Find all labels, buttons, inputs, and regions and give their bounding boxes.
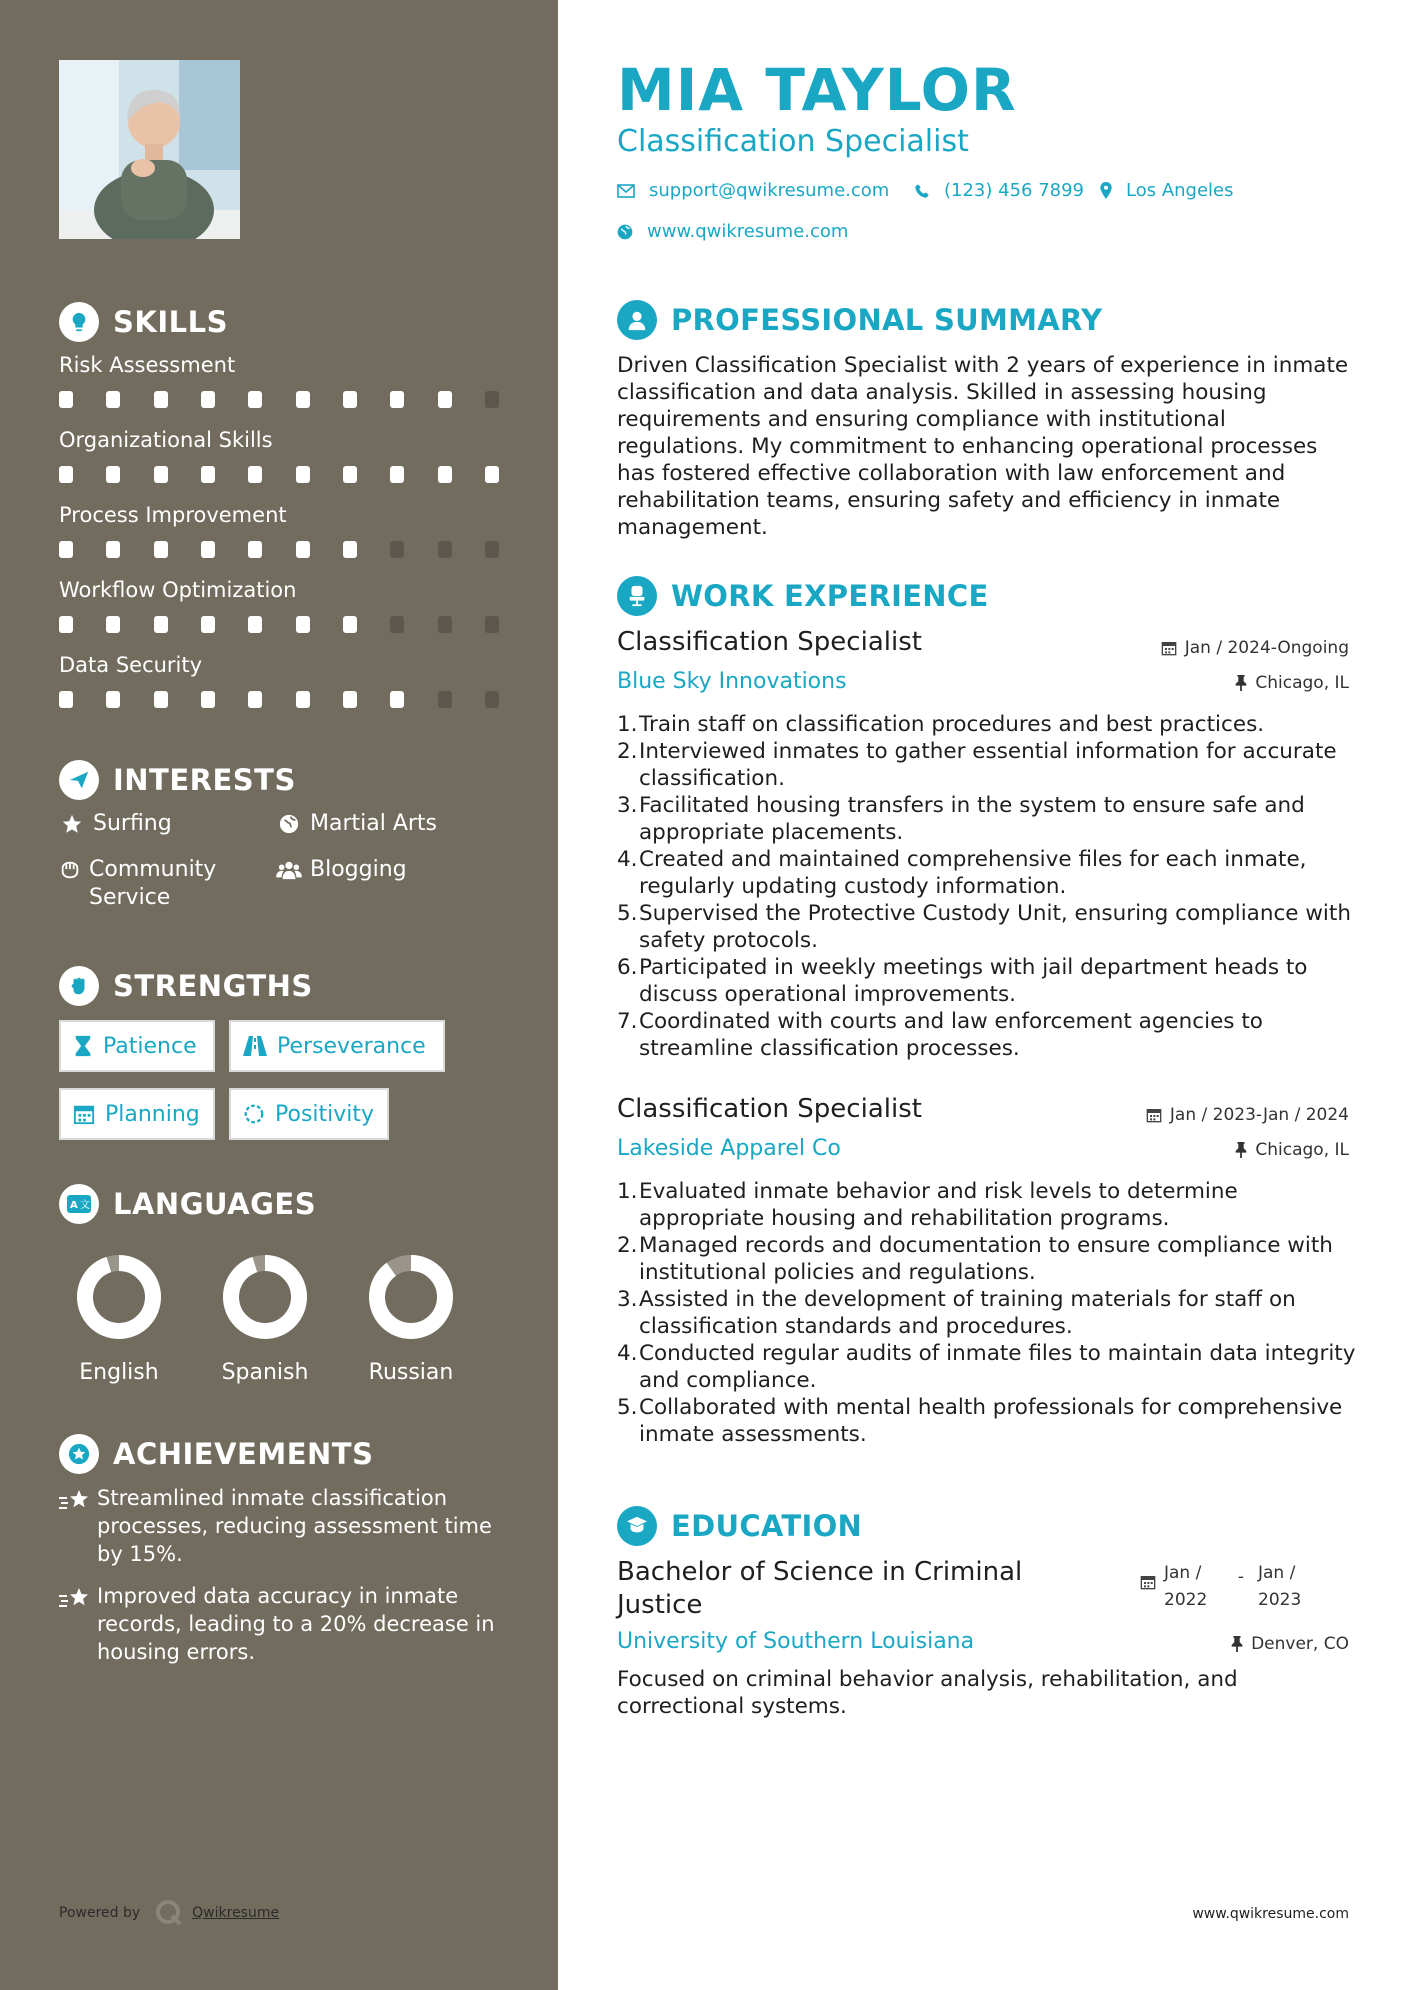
- duty-text: Coordinated with courts and law enforcement agencies to streamline classification processes.: [639, 1009, 1263, 1061]
- job-title: Classification Specialist: [617, 627, 922, 657]
- skill-dot: [343, 391, 357, 408]
- skill-rating: [59, 466, 499, 483]
- skill-dot: [390, 391, 404, 408]
- hourglass-icon: [73, 1035, 93, 1057]
- skills-heading: [59, 302, 228, 342]
- education-heading: [617, 1506, 862, 1546]
- language-ring-fill: [231, 1263, 299, 1331]
- education-start: Jan / 2022: [1164, 1563, 1208, 1610]
- job-title: Classification Specialist: [617, 1094, 922, 1124]
- summary-title: PROFESSIONAL SUMMARY: [671, 303, 1103, 337]
- degree-name: Bachelor of Science in Criminal Justice: [617, 1557, 1023, 1620]
- languages-title: LANGUAGES: [113, 1187, 317, 1221]
- skill-dot: [485, 616, 499, 633]
- language-item: [351, 1252, 471, 1385]
- fist-icon: [59, 966, 99, 1006]
- pushpin-icon: [1235, 675, 1247, 691]
- strength-tag: Patience: [59, 1020, 215, 1072]
- skill-name: Data Security: [59, 653, 203, 677]
- duty-number: 5.: [617, 901, 638, 926]
- skill-dot: [296, 466, 310, 483]
- skill-dot: [296, 541, 310, 558]
- duty-number: 3.: [617, 1287, 638, 1312]
- skill-dot: [438, 391, 452, 408]
- hands-icon: [59, 856, 81, 881]
- translate-icon: [59, 1184, 99, 1224]
- skill-dot: [154, 541, 168, 558]
- company-name: Lakeside Apparel Co: [617, 1136, 841, 1161]
- company-name: Blue Sky Innovations: [617, 669, 847, 694]
- skills-title: SKILLS: [113, 305, 228, 339]
- skill-dot: [59, 391, 73, 408]
- skill-dot: [296, 391, 310, 408]
- duty-text: Created and maintained comprehensive files for each inmate, regularly updating custody information.: [639, 847, 1307, 899]
- paper-plane-icon: [59, 760, 99, 800]
- globe-icon: [276, 810, 302, 835]
- duty-item: [617, 792, 1357, 846]
- achievements-heading: [59, 1434, 373, 1474]
- skill-name: Organizational Skills: [59, 428, 273, 452]
- languages-heading: [59, 1184, 316, 1224]
- road-icon: [243, 1035, 267, 1057]
- achievement-item: Streamlined inmate classification processes, reducing assessment time by 15%.: [59, 1484, 499, 1568]
- graduate-icon: [617, 1506, 657, 1546]
- skill-dot: [343, 466, 357, 483]
- phone-icon: [914, 183, 930, 199]
- duty-number: 3.: [617, 793, 638, 818]
- skill-dot: [106, 691, 120, 708]
- calendar-icon: [73, 1103, 95, 1125]
- shooting-star-icon: [59, 1582, 97, 1666]
- interest-item: Martial Arts: [276, 810, 437, 838]
- skill-dot: [201, 391, 215, 408]
- contact-website[interactable]: www.qwikresume.com: [617, 221, 848, 242]
- skill-dot: [248, 541, 262, 558]
- language-ring: [366, 1252, 456, 1342]
- duty-text: Interviewed inmates to gather essential information for accurate classification.: [639, 739, 1337, 791]
- powered-by: Powered by Qwikresume: [59, 1898, 279, 1928]
- language-ring-fill: [377, 1263, 445, 1331]
- skill-dot: [106, 466, 120, 483]
- skill-dot: [485, 391, 499, 408]
- skill-name: Risk Assessment: [59, 353, 236, 377]
- language-name: English: [79, 1360, 159, 1385]
- skill-dot: [248, 691, 262, 708]
- skill-dot: [485, 541, 499, 558]
- duty-item: [617, 1008, 1357, 1062]
- svg-text:A: A: [70, 1200, 78, 1211]
- pushpin-icon: [1231, 1636, 1243, 1652]
- school-name: University of Southern Louisiana: [617, 1629, 975, 1654]
- candidate-role: Classification Specialist: [617, 124, 969, 159]
- skill-dot: [59, 616, 73, 633]
- education-location: Denver, CO: [1231, 1634, 1349, 1654]
- experience-title: WORK EXPERIENCE: [671, 579, 989, 613]
- skill-dot: [154, 691, 168, 708]
- skill-dot: [485, 466, 499, 483]
- language-name: Russian: [368, 1360, 454, 1385]
- duty-item: [617, 954, 1357, 1008]
- skill-dot: [154, 466, 168, 483]
- duty-item: [617, 1232, 1357, 1286]
- skill-dot: [59, 541, 73, 558]
- job-location: Chicago, IL: [1235, 1140, 1349, 1160]
- duty-item: [617, 1178, 1357, 1232]
- skill-dot: [390, 616, 404, 633]
- duty-item: [617, 738, 1357, 792]
- duty-number: 6.: [617, 955, 638, 980]
- education-dates: [1140, 1560, 1318, 1614]
- skill-rating: [59, 391, 499, 408]
- candidate-name: MIA TAYLOR: [617, 56, 1017, 124]
- duty-number: 5.: [617, 1395, 638, 1420]
- contact-email[interactable]: support@qwikresume.com: [617, 180, 889, 201]
- skill-dot: [106, 616, 120, 633]
- skill-dot: [438, 541, 452, 558]
- skill-rating: [59, 541, 499, 558]
- envelope-icon: [617, 184, 635, 198]
- job-duties: [617, 1178, 1357, 1448]
- duty-text: Supervised the Protective Custody Unit, ensuring compliance with safety protocols.: [639, 901, 1351, 953]
- calendar-icon: [1161, 640, 1177, 656]
- skill-dot: [248, 616, 262, 633]
- achievement-item: Improved data accuracy in inmate records, leading to a 20% decrease in housing errors.: [59, 1582, 499, 1666]
- strengths-title: STRENGTHS: [113, 969, 313, 1003]
- duty-text: Evaluated inmate behavior and risk levels to determine appropriate housing and rehabilitation programs.: [639, 1179, 1238, 1231]
- duty-item: [617, 1394, 1357, 1448]
- interests-heading: [59, 760, 296, 800]
- user-icon: [617, 300, 657, 340]
- duty-text: Collaborated with mental health professionals for comprehensive inmate assessments.: [639, 1395, 1343, 1447]
- skill-dot: [201, 541, 215, 558]
- duty-item: [617, 1340, 1357, 1394]
- brand-link[interactable]: Qwikresume: [192, 1905, 280, 1921]
- language-ring: [220, 1252, 310, 1342]
- duty-text: Assisted in the development of training materials for staff on classification standards and procedures.: [639, 1287, 1296, 1339]
- duty-number: 1.: [617, 1179, 638, 1204]
- strength-tag: Planning: [59, 1088, 215, 1140]
- duty-number: 4.: [617, 1341, 638, 1366]
- pushpin-icon: [1235, 1142, 1247, 1158]
- skill-rating: [59, 616, 499, 633]
- language-ring-fill: [85, 1263, 153, 1331]
- education-text: Focused on criminal behavior analysis, rehabilitation, and correctional systems.: [617, 1667, 1238, 1719]
- footer-url[interactable]: www.qwikresume.com: [1192, 1906, 1349, 1922]
- skill-dot: [106, 541, 120, 558]
- achievements-title: ACHIEVEMENTS: [113, 1437, 374, 1471]
- experience-heading: [617, 576, 989, 616]
- duty-text: Conducted regular audits of inmate files to maintain data integrity and compliance.: [639, 1341, 1356, 1393]
- duty-text: Participated in weekly meetings with jail department heads to discuss operational improvements.: [639, 955, 1308, 1007]
- skill-dot: [201, 466, 215, 483]
- contact-location: Los Angeles: [1100, 180, 1234, 201]
- duty-item: [617, 711, 1357, 738]
- education-end: Jan / 2023: [1258, 1563, 1302, 1610]
- interest-item: Blogging: [276, 856, 407, 884]
- chair-icon: [617, 576, 657, 616]
- skill-dot: [438, 466, 452, 483]
- skill-dot: [59, 691, 73, 708]
- skill-dot: [296, 616, 310, 633]
- map-pin-icon: [1100, 182, 1112, 199]
- skill-dot: [154, 391, 168, 408]
- duty-text: Managed records and documentation to ensure compliance with institutional policies and regulations.: [639, 1233, 1333, 1285]
- job-duties: [617, 711, 1357, 1062]
- skill-dot: [485, 691, 499, 708]
- svg-text:文: 文: [80, 1200, 90, 1211]
- sidebar: [0, 0, 558, 1990]
- skill-dot: [438, 691, 452, 708]
- duty-number: 1.: [617, 712, 638, 737]
- duty-number: 4.: [617, 847, 638, 872]
- skill-dot: [296, 691, 310, 708]
- shooting-star-icon: [59, 1484, 97, 1568]
- qwikresume-logo-icon: [154, 1898, 184, 1928]
- date-separator: -: [1237, 1567, 1245, 1587]
- skill-dot: [154, 616, 168, 633]
- star-icon: [59, 810, 85, 835]
- duty-item: [617, 846, 1357, 900]
- skill-dot: [106, 391, 120, 408]
- contact-phone[interactable]: (123) 456 7899: [914, 180, 1084, 201]
- spinner-icon: [243, 1103, 265, 1125]
- interest-item: Surfing: [59, 810, 172, 838]
- summary-text: Driven Classification Specialist with 2 years of experience in inmate classification and data analysis. Skilled in assessing housing requirements and ensuring compliance with institutional regulations. My commitment to enhancing operational processes has fostered effective collaboration with law enforcement and rehabilitation teams, ensuring safety and efficiency in inmate management.: [617, 353, 1349, 540]
- strengths-heading: [59, 966, 313, 1006]
- skill-dot: [201, 691, 215, 708]
- duty-number: 2.: [617, 739, 638, 764]
- skill-dot: [201, 616, 215, 633]
- job-dates: Jan / 2024-Ongoing: [1161, 638, 1349, 658]
- skill-dot: [390, 691, 404, 708]
- duty-item: [617, 1286, 1357, 1340]
- language-name: Spanish: [221, 1360, 309, 1385]
- skill-rating: [59, 691, 499, 708]
- duty-item: [617, 900, 1357, 954]
- skill-dot: [438, 616, 452, 633]
- summary-heading: [617, 300, 1102, 340]
- duty-number: 7.: [617, 1009, 638, 1034]
- skill-name: Workflow Optimization: [59, 578, 297, 602]
- profile-photo: [59, 60, 240, 239]
- job-location: Chicago, IL: [1235, 673, 1349, 693]
- language-item: [59, 1252, 179, 1385]
- language-item: [205, 1252, 325, 1385]
- skill-dot: [248, 466, 262, 483]
- skill-dot: [343, 616, 357, 633]
- education-title: EDUCATION: [671, 1509, 863, 1543]
- calendar-icon: [1140, 1574, 1156, 1590]
- users-icon: [276, 856, 302, 881]
- skill-dot: [59, 466, 73, 483]
- globe-icon: [617, 224, 633, 240]
- star-badge-icon: [59, 1434, 99, 1474]
- skill-dot: [390, 541, 404, 558]
- skill-dot: [343, 691, 357, 708]
- skill-name: Process Improvement: [59, 503, 287, 527]
- skill-dot: [343, 541, 357, 558]
- skill-dot: [248, 391, 262, 408]
- lightbulb-icon: [59, 302, 99, 342]
- language-ring: [74, 1252, 164, 1342]
- interest-item: Community Service: [59, 856, 259, 912]
- skill-dot: [390, 466, 404, 483]
- strength-tag: Perseverance: [229, 1020, 445, 1072]
- job-dates: Jan / 2023-Jan / 2024: [1146, 1105, 1349, 1125]
- duty-number: 2.: [617, 1233, 638, 1258]
- duty-text: Facilitated housing transfers in the system to ensure safe and appropriate placements.: [639, 793, 1305, 845]
- duty-text: Train staff on classification procedures and best practices.: [639, 712, 1265, 737]
- strength-tag: Positivity: [229, 1088, 389, 1140]
- calendar-icon: [1146, 1107, 1162, 1123]
- interests-title: INTERESTS: [113, 763, 296, 797]
